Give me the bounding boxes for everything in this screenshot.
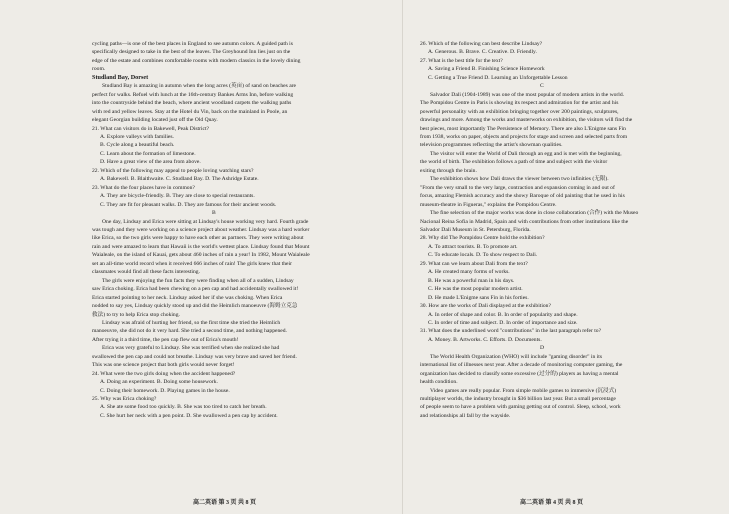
right-text-line: C	[540, 83, 544, 90]
right-text-line: C. In order of time and subject. D. In order of importance and size.	[428, 319, 578, 326]
left-text-line: like Erica, so the two girls were happy to have each other as partners. They were writing about	[92, 235, 304, 242]
left-text-line: 22. Which of the following may appeal to people loving watching stars?	[92, 167, 254, 174]
right-text-line: Salvador Dali (1904-1989) was one of the most popular of modern artists in the world.	[430, 91, 625, 98]
left-text-line: 救法) to try to help Erica stop choking.	[92, 311, 180, 318]
right-text-line: Video games are really popular. From simple mobile games to immersive (沉浸式)	[430, 387, 617, 394]
right-text-line: multiplayer worlds, the industry brought in $36 billion last year. But a small percentage	[420, 396, 616, 403]
right-text-line: 28. Why did The Pompidou Centre hold the exhibition?	[420, 235, 545, 242]
left-text-line: elegant Georgian building located just off the Old Quay.	[92, 117, 218, 124]
right-text-line: C. Getting a True Friend D. Learning an Unforgettable Lesson	[428, 74, 568, 81]
left-text-line: Waialeale, on the island of Kauai, gets about 460 inches of rain a year! In 1982, Mount Waialeale	[92, 252, 310, 259]
right-text-line: A. Saving a Friend B. Finishing Science Homework	[428, 66, 545, 73]
right-text-line: "From the very small to the very large, contraction and expansion coming in and out of	[420, 184, 615, 191]
page-footer-right: 高二英语 第 4 页 共 8 页	[520, 500, 584, 506]
left-text-line: Studland Bay, Dorset	[92, 73, 149, 81]
page-footer-left: 高二英语 第 3 页 共 8 页	[193, 500, 257, 506]
right-text-line: organization has decided to classify some excessive (过分的) players as having a mental	[420, 370, 619, 377]
left-text-line: was tough and they were working on a science project about weather. Lindsay was a hard worker	[92, 226, 310, 233]
right-text-line: 29. What can we learn about Dali from the text?	[420, 260, 528, 267]
right-text-line: 30. How are the works of Dali displayed at the exhibition?	[420, 303, 551, 310]
right-text-line: D	[540, 345, 545, 352]
left-text-line: B. Cycle along a beautiful beach.	[100, 142, 175, 149]
left-text-line: into the countryside behind the beach, where ancient woodland carpets the walking paths	[92, 100, 292, 107]
right-text-line: A. In order of shape and color. B. In order of popularity and shape.	[428, 311, 578, 318]
right-text-line: 27. What is the best title for the text?	[420, 57, 503, 64]
right-text-line: C. He was the most popular modern artist.	[428, 286, 523, 293]
right-text-line: The exhibition shows how Dali draws the viewer between two infinities (无限).	[430, 176, 609, 183]
right-text-line: A. To attract tourists. B. To promote art.	[428, 243, 518, 250]
left-text-line: Studland Bay is amazing in autumn when the long acres (英亩) of sand on beaches are	[102, 83, 297, 90]
left-page-column	[92, 40, 367, 420]
left-text-line: room.	[92, 66, 106, 73]
left-text-line: edge of the estate and combines comfortable rooms with modern classics in the lovely dining	[92, 57, 301, 64]
right-text-line: A. Money. B. Artworks. C. Efforts. D. Documents.	[428, 336, 542, 343]
left-text-line: 25. Why was Erica choking?	[92, 396, 157, 403]
left-text-line: Erica was very grateful to Lindsay. She was terrified when she realized she had	[102, 345, 280, 352]
left-text-line: After trying it a third time, the pen cap flew out of Erica's mouth!	[92, 336, 239, 343]
left-text-line: nodded to say yes, Lindsay quickly stood up and did the Heimlich manoeuvre (海姆立克急	[92, 303, 298, 310]
left-text-line: set an all-time world record when it received 666 inches of rain! The girls knew that their	[92, 260, 292, 267]
left-text-line: The girls were enjoying the fun facts they were finding when all of a sudden, Lindsay	[102, 277, 294, 284]
right-text-line: D. He made L'Enigme sans Fin in his forties.	[428, 294, 529, 301]
right-text-line: museum-theatre in Figueras," explains the Pompidou Centre.	[420, 201, 557, 208]
right-text-line: The Pompidou Centre in Paris is showing its respect and admiration for the artist and his	[420, 100, 619, 107]
left-text-line: swallowed the pen cap and could not breathe. Lindsay was very brave and saved her friend.	[92, 353, 297, 360]
left-text-line: specifically designed to take in the best of the leaves. The Greyhound Inn lies just on the	[92, 49, 291, 56]
page-fold	[402, 0, 403, 514]
left-text-line: Erica started pointing to her neck. Lindsay asked her if she was choking. When Erica	[92, 294, 283, 301]
left-text-line: C. She hurt her neck with a pen point. D. She swallowed a pen cap by accident.	[100, 412, 278, 419]
right-text-line: from 1938, works on paper, objects and projects for stage and screen and selected parts from	[420, 133, 628, 140]
left-text-line: A. They are bicycle-friendly. B. They are close to special restaurants.	[100, 193, 255, 200]
right-text-line: exiting through the brain.	[420, 167, 477, 174]
left-text-line: One day, Lindsay and Erica were sitting at Lindsay's house working very hard. Fourth grade	[102, 218, 309, 225]
right-text-line: of people seem to have a problem with gaming getting out of control. Sleep, school, work	[420, 404, 621, 411]
left-text-line: C. Doing their homework. D. Playing games in the house.	[100, 387, 230, 394]
right-text-line: health condition.	[420, 379, 458, 386]
right-text-line: The visitor will enter the World of Dali through an egg and is met with the beginning,	[430, 150, 622, 157]
right-text-line: Nacional Reina Sofia in Madrid, Spain and with contributions from other institutions like the	[420, 218, 629, 225]
right-text-line: B. He was a powerful man in his days.	[428, 277, 515, 284]
left-text-line: B	[212, 210, 216, 217]
right-text-line: drawings and more. Among the works and masterworks on exhibition, the visitors will find the	[420, 117, 633, 124]
right-text-line: international list of illnesses next year. After a decade of monitoring computer gaming, the	[420, 362, 623, 369]
left-text-line: with red and yellow leaves. Stay at the Hotel du Vin, back on the mainland in Poole, an	[92, 108, 288, 115]
left-text-line: cycling paths—is one of the best places in England to see autumn colors. A guided path is	[92, 41, 293, 47]
right-text-line: best pieces, most importantly The Persistence of Memory. There are also L'Enigme sans Fin	[420, 125, 626, 132]
left-text-line: 23. What do the four places have in common?	[92, 184, 195, 191]
left-text-line: C. Learn about the formation of limestone.	[100, 150, 196, 157]
left-text-line: A. Bakewell. B. Blaithwaite. C. Studland Bay. D. The Ashridge Estate.	[100, 176, 259, 183]
right-text-line: and relationships all fall by the wayside.	[420, 412, 511, 419]
right-text-line: focus, amazing Flemish accuracy and the showy Baroque of old painting that he used in his	[420, 193, 625, 200]
right-text-line: television programmes reflecting the artist's showman qualities.	[420, 142, 563, 149]
left-text-line: A. Doing an experiment. B. Doing some housework.	[100, 379, 218, 386]
right-text-line: A. He created many forms of works.	[428, 269, 510, 276]
right-text-line: C. To educate locals. D. To show respect to Dali.	[428, 252, 538, 259]
right-page-column	[420, 40, 698, 420]
left-text-line: classmates would find all these facts interesting.	[92, 269, 200, 276]
right-text-line: 31. What does the underlined word "contributions" in the last paragraph refer to?	[420, 328, 602, 335]
left-text-line: A. She ate some food too quickly. B. She was too tired to catch her breath.	[100, 404, 267, 411]
right-text-line: powerful personality with an exhibition bringing together over 200 paintings, sculptures,	[420, 108, 619, 115]
right-text-line: 26. Which of the following can best describe Lindsay?	[420, 41, 543, 47]
right-text-line: the world of birth. The exhibition follows a path of time and subject with the visitor	[420, 159, 608, 166]
left-text-line: rain and were amazed to learn that Hawaii is the world's wettest place. Lindsay found that Mount	[92, 243, 310, 250]
left-text-line: saw Erica choking. Erica had been chewing on a pen cap and had accidentally swallowed it!	[92, 286, 299, 293]
left-text-line: 24. What were the two girls doing when the accident happened?	[92, 370, 236, 377]
left-text-line: Lindsay was afraid of hurting her friend, so the first time she tried the Heimlich	[102, 319, 281, 326]
left-text-line: A. Explore valleys with families.	[100, 133, 174, 140]
left-text-line: perfect for walks. Refuel with lunch at the 16th-century Bankes Arms Inn, before walking	[92, 91, 294, 98]
left-text-line: C. They are fit for pleasant walks. D. They are famous for their ancient woods.	[100, 201, 277, 208]
left-text-line: 21. What can visitors do in Bakewell, Peak District?	[92, 125, 210, 132]
right-text-line: The World Health Organization (WHO) will include "gaming disorder" in its	[430, 353, 602, 360]
right-text-line: The fine selection of the major works was done in close collaboration (合作) with the Museo	[430, 210, 639, 217]
left-text-line: manoeuvre, she did not do it very hard. She tried a second time, and nothing happened.	[92, 328, 287, 335]
left-text-line: This was one science project that both girls would never forget!	[92, 362, 235, 369]
left-text-line: D. Have a great view of the area from above.	[100, 159, 201, 166]
right-text-line: A. Generous. B. Brave. C. Creative. D. Friendly.	[428, 49, 537, 56]
right-text-line: Salvador Dali Museum in St. Petersburg, Florida.	[420, 226, 531, 233]
